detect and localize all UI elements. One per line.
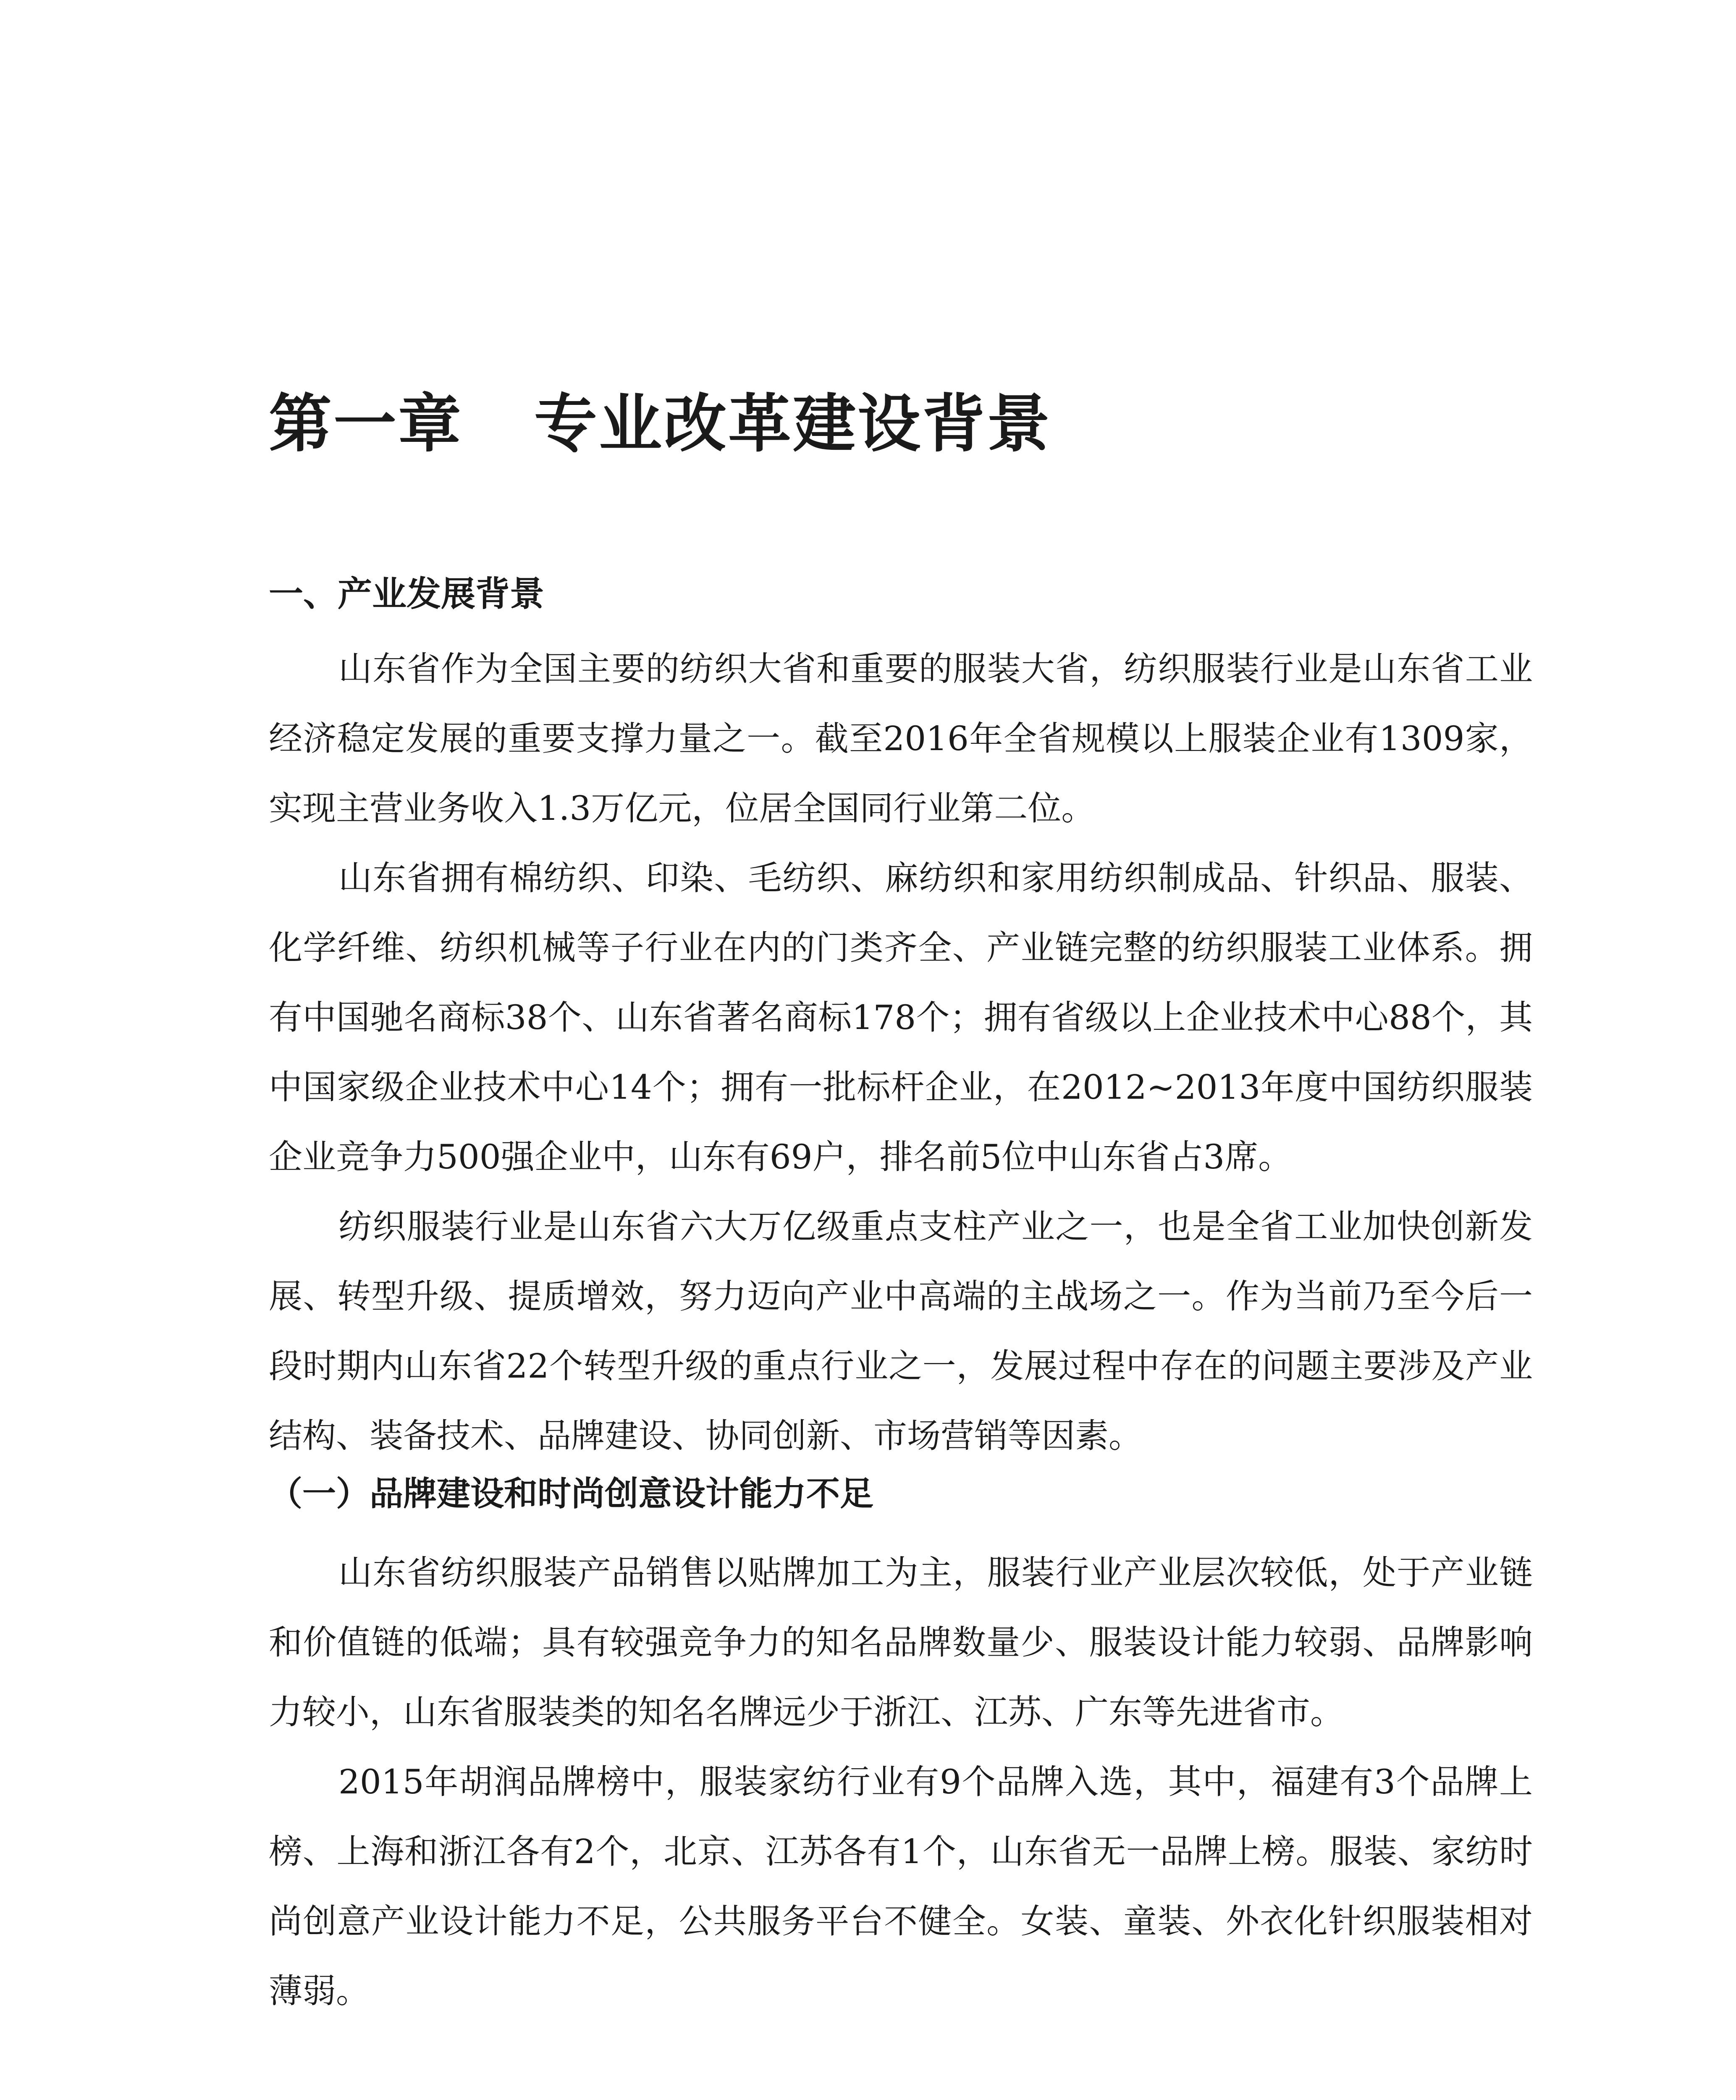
paragraph: 山东省作为全国主要的纺织大省和重要的服装大省，纺织服装行业是山东省工业经济稳定发展的重要支撑力量之一。截至2016年全省规模以上服装企业有1309家，实现主营业务收入1.3万亿元，位居全国同行业第二位。 xyxy=(269,649,1533,828)
section-heading: 一、产业发展背景 xyxy=(269,574,545,614)
paragraph: 山东省纺织服装产品销售以贴牌加工为主，服装行业产业层次较低，处于产业链和价值链的低端；具有较强竞争力的知名品牌数量少、服装设计能力较弱、品牌影响力较小，山东省服装类的知名名牌远少于浙江、江苏、广东等先进省市。 xyxy=(269,1553,1533,1732)
paragraph: 山东省拥有棉纺织、印染、毛纺织、麻纺织和家用纺织制成品、针织品、服装、化学纤维、纺织机械等子行业在内的门类齐全、产业链完整的纺织服装工业体系。拥有中国驰名商标38个、山东省著名商标178个；拥有省级以上企业技术中心88个，其中国家级企业技术中心14个；拥有一批标杆企业，在2012~2013年度中国纺织服装企业竞争力500强企业中，山东有69户，排名前5位中山东省占3席。 xyxy=(269,858,1533,1176)
chapter-number: 第一章 xyxy=(269,388,463,461)
chapter-body xyxy=(269,571,1533,2026)
chapter-title xyxy=(269,386,1052,462)
subsection-heading: （一）品牌建设和时尚创意设计能力不足 xyxy=(269,1474,873,1513)
paragraph: 纺织服装行业是山东省六大万亿级重点支柱产业之一，也是全省工业加快创新发展、转型升级、提质增效，努力迈向产业中高端的主战场之一。作为当前乃至今后一段时期内山东省22个转型升级的重点行业之一，发展过程中存在的问题主要涉及产业结构、装备技术、品牌建设、协同创新、市场营销等因素。 xyxy=(269,1207,1533,1455)
paragraph: 2015年胡润品牌榜中，服装家纺行业有9个品牌入选，其中，福建有3个品牌上榜、上海和浙江各有2个，北京、江苏各有1个，山东省无一品牌上榜。服装、家纺时尚创意产业设计能力不足，公共服务平台不健全。女装、童装、外衣化针织服装相对薄弱。 xyxy=(269,1762,1533,2011)
chapter-name: 专业改革建设背景 xyxy=(534,388,1052,461)
